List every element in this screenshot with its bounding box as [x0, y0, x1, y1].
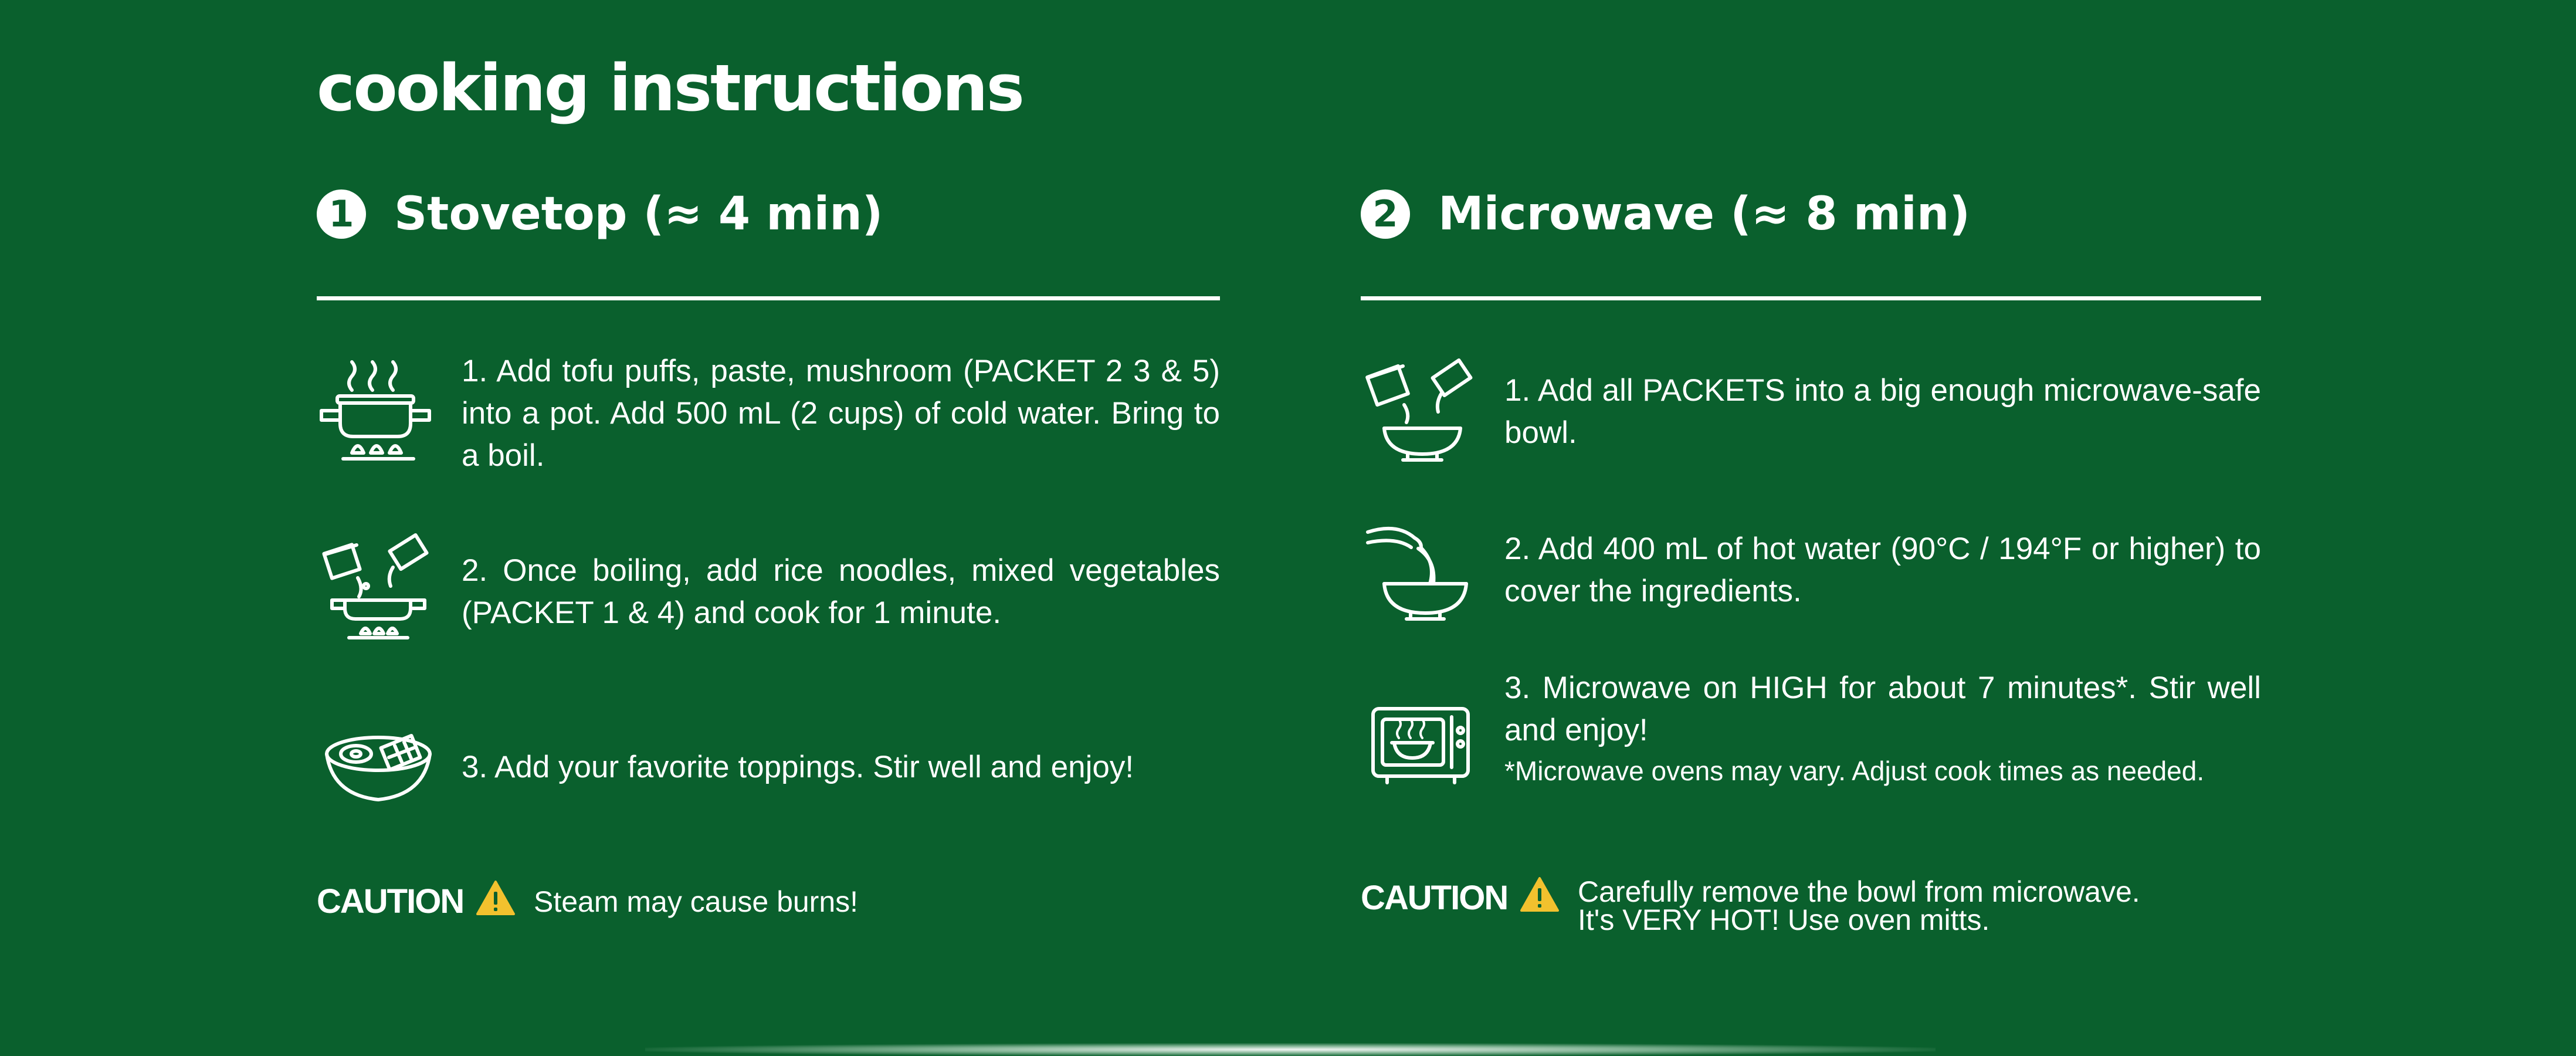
stovetop-heading	[317, 189, 883, 239]
microwave-step-3-text: 3. Microwave on HIGH for about 7 minutes*. Stir well and enjoy!	[1504, 671, 2261, 747]
pour-water-bowl-icon	[1361, 519, 1484, 625]
stovetop-caution-text: Steam may cause burns!	[534, 885, 859, 918]
step-number-badge: 2	[1361, 189, 1410, 239]
stovetop-step-2: 2. Once boiling, add rice noodles, mixed vegetables (PACKET 1 & 4) and cook for 1 minute.	[462, 553, 1220, 630]
stovetop-heading-label: Stovetop (≈ 4 min)	[394, 188, 883, 241]
warning-icon	[476, 880, 515, 916]
microwave-caution-line-1: Carefully remove the bowl from microwave.	[1578, 875, 2140, 908]
noodle-bowl-icon	[320, 725, 437, 807]
stovetop-divider	[317, 296, 1220, 300]
microwave-icon	[1370, 704, 1472, 786]
warning-icon	[1520, 876, 1559, 913]
microwave-divider	[1361, 296, 2261, 300]
microwave-heading	[1361, 189, 1970, 239]
bottom-highlight	[645, 1043, 1936, 1056]
microwave-caution-line-2: It's VERY HOT! Use oven mitts.	[1578, 903, 1990, 936]
microwave-step-1: 1. Add all PACKETS into a big enough microwave-safe bowl.	[1504, 373, 2261, 450]
microwave-step-3	[1504, 667, 2261, 790]
step-number-badge: 1	[317, 189, 366, 239]
packets-into-bowl-icon	[1361, 359, 1484, 465]
microwave-heading-label: Microwave (≈ 8 min)	[1438, 188, 1971, 241]
pot-on-stove-icon	[317, 364, 440, 466]
microwave-caution-text	[1578, 875, 2140, 936]
microwave-caution-label: CAUTION	[1361, 879, 1508, 917]
microwave-step-2: 2. Add 400 mL of hot water (90°C / 194°F or higher) to cover the ingredients.	[1504, 532, 2261, 608]
stovetop-step-3: 3. Add your favorite toppings. Stir well and enjoy!	[462, 750, 1134, 784]
microwave-note: *Microwave ovens may vary. Adjust cook times as needed.	[1504, 756, 2205, 786]
packets-into-pot-icon	[317, 537, 440, 642]
page-title: cooking instructions	[317, 50, 1023, 126]
stovetop-caution-label: CAUTION	[317, 882, 464, 920]
stovetop-step-1: 1. Add tofu puffs, paste, mushroom (PACKET 2 3 & 5) into a pot. Add 500 mL (2 cups) of cold water. Bring to a boil.	[462, 354, 1220, 473]
